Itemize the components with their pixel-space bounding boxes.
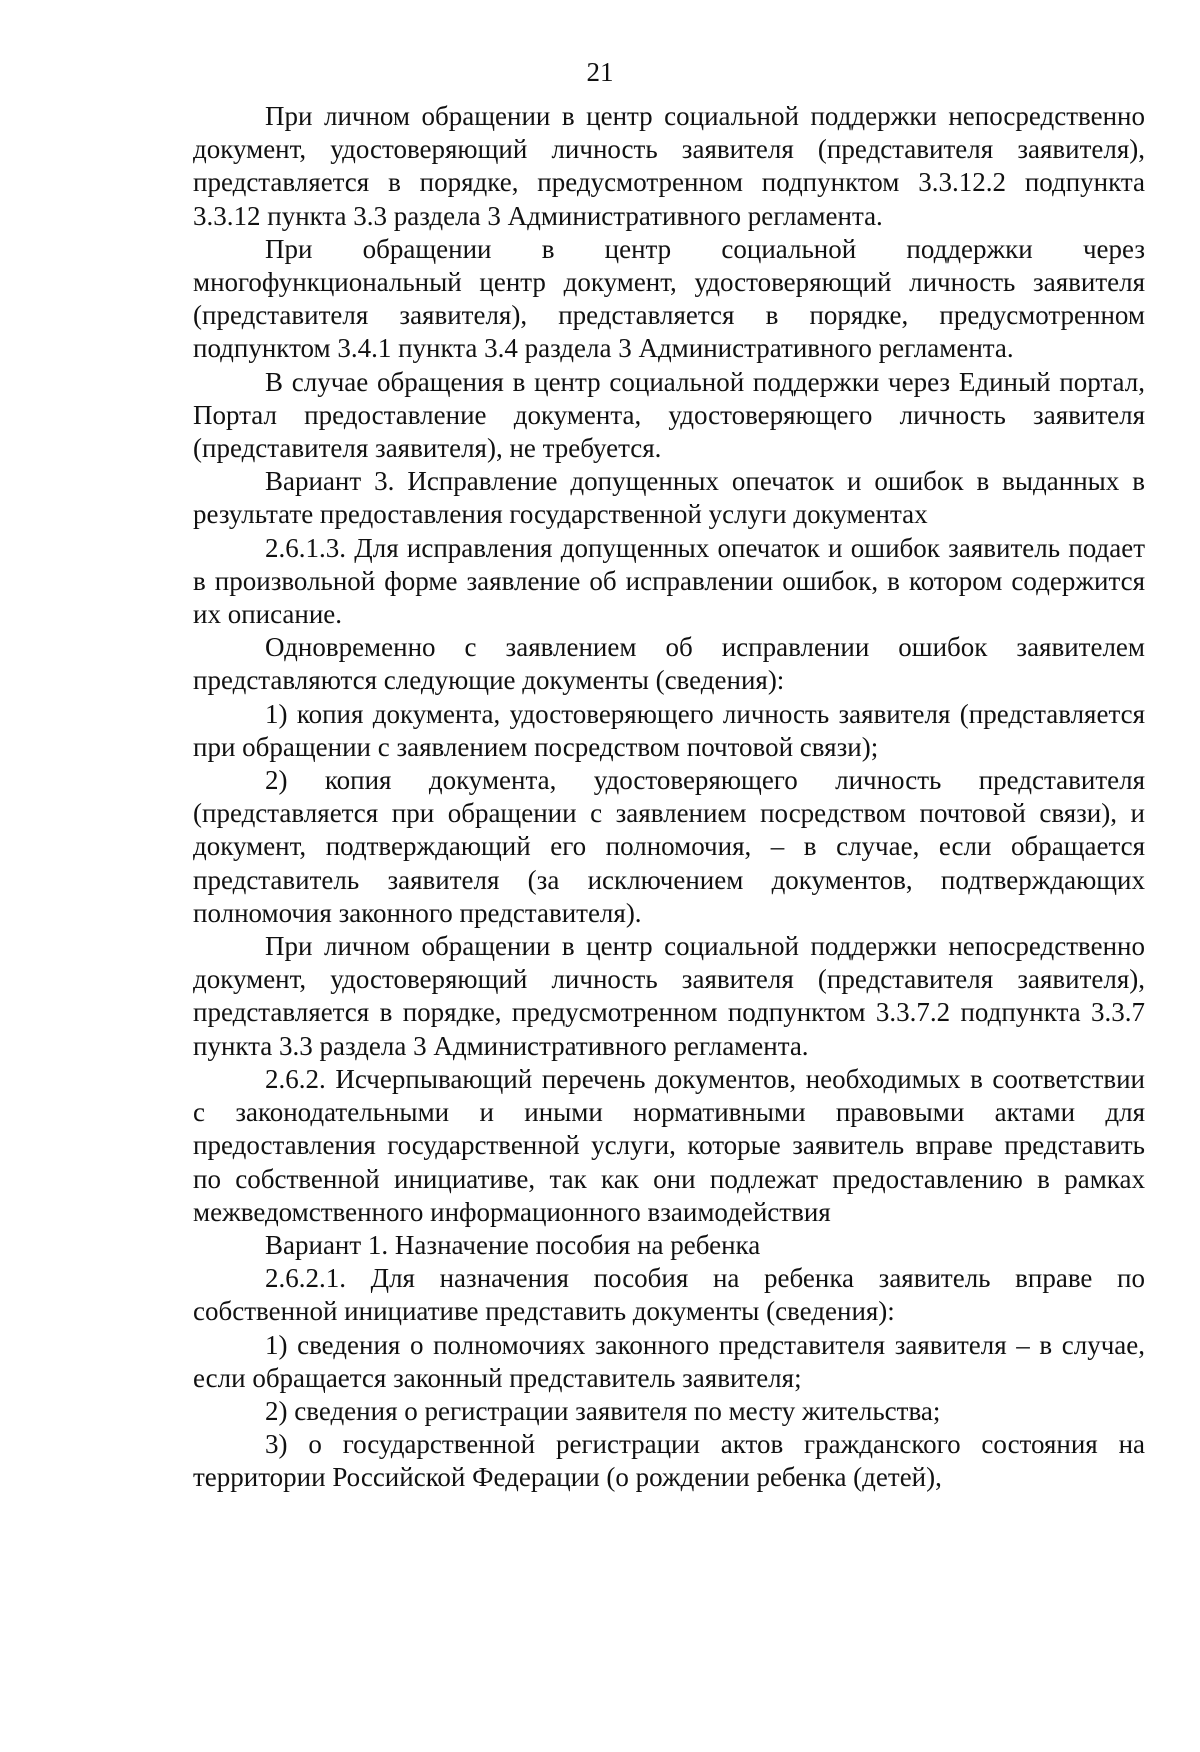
page-number: 21 [586,57,614,87]
list-item-info-1: 1) сведения о полномочиях законного представителя заявителя – в случае, если обращается законный представитель заявителя; [193,1329,1145,1393]
paragraph-2-6-2: 2.6.2. Исчерпывающий перечень документов, необходимых в соответствии с законодательными и иными нормативными правовыми актами для предоставления государственной услуги, которые заявитель вправе представить по собственной инициативе, так как они подлежат предоставлению в рамках межведомственного информационного взаимодействия [193,1063,1145,1227]
paragraph-portal-appeal: В случае обращения в центр социальной поддержки через Единый портал, Портал предоставление документа, удостоверяющего личность заявителя (представителя заявителя), не требуется. [193,366,1145,464]
paragraph-2-6-1-3: 2.6.1.3. Для исправления допущенных опечаток и ошибок заявитель подает в произвольной форме заявление об исправлении ошибок, в котором содержится их описание. [193,532,1145,630]
list-item-1: 1) копия документа, удостоверяющего личность заявителя (представляется при обращении с заявлением посредством почтовой связи); [193,698,1145,762]
heading-variant-1: Вариант 1. Назначение пособия на ребенка [265,1229,761,1260]
list-item-2: 2) копия документа, удостоверяющего личность представителя (представляется при обращении с заявлением посредством почтовой связи), и документ, подтверждающий его полномочия, – в случае, если обращается представитель заявителя (за исключением документов, подтверждающих полномочия законного представителя). [193,765,1145,928]
paragraph-personal-appeal-2: При личном обращении в центр социальной поддержки непосредственно документ, удостоверяющий личность заявителя (представителя заявителя), представляется в порядке, предусмотренном подпунктом 3.3.7.2 подпункта 3.3.7 пункта 3.3 раздела 3 Административного регламента. [193,931,1145,1061]
document-body [193,100,1145,1495]
paragraph-mfc-appeal: При обращении в центр социальной поддержки через многофункциональный центр документ, удостоверяющий личность заявителя (представителя заявителя), представляется в порядке, предусмотренном подпунктом 3.4.1 пункта 3.4 раздела 3 Административного регламента. [193,233,1145,364]
heading-variant-3: Вариант 3. Исправление допущенных опечаток и ошибок в выданных в результате предоставления государственной услуги документах [193,466,1145,530]
list-item-info-2: 2) сведения о регистрации заявителя по месту жительства; [265,1395,941,1426]
paragraph-2-6-2-1: 2.6.2.1. Для назначения пособия на ребенка заявитель вправе по собственной инициативе представить документы (сведения): [193,1263,1145,1327]
paragraph-documents-intro: Одновременно с заявлением об исправлении ошибок заявителем представляются следующие документы (сведения): [193,632,1145,696]
paragraph-personal-appeal: При личном обращении в центр социальной поддержки непосредственно документ, удостоверяющий личность заявителя (представителя заявителя), представляется в порядке, предусмотренном подпунктом 3.3.12.2 подпункта 3.3.12 пункта 3.3 раздела 3 Административного регламента. [193,101,1145,231]
list-item-info-3: 3) о государственной регистрации актов гражданского состояния на территории Российской Федерации (о рождении ребенка (детей), [193,1429,1145,1493]
